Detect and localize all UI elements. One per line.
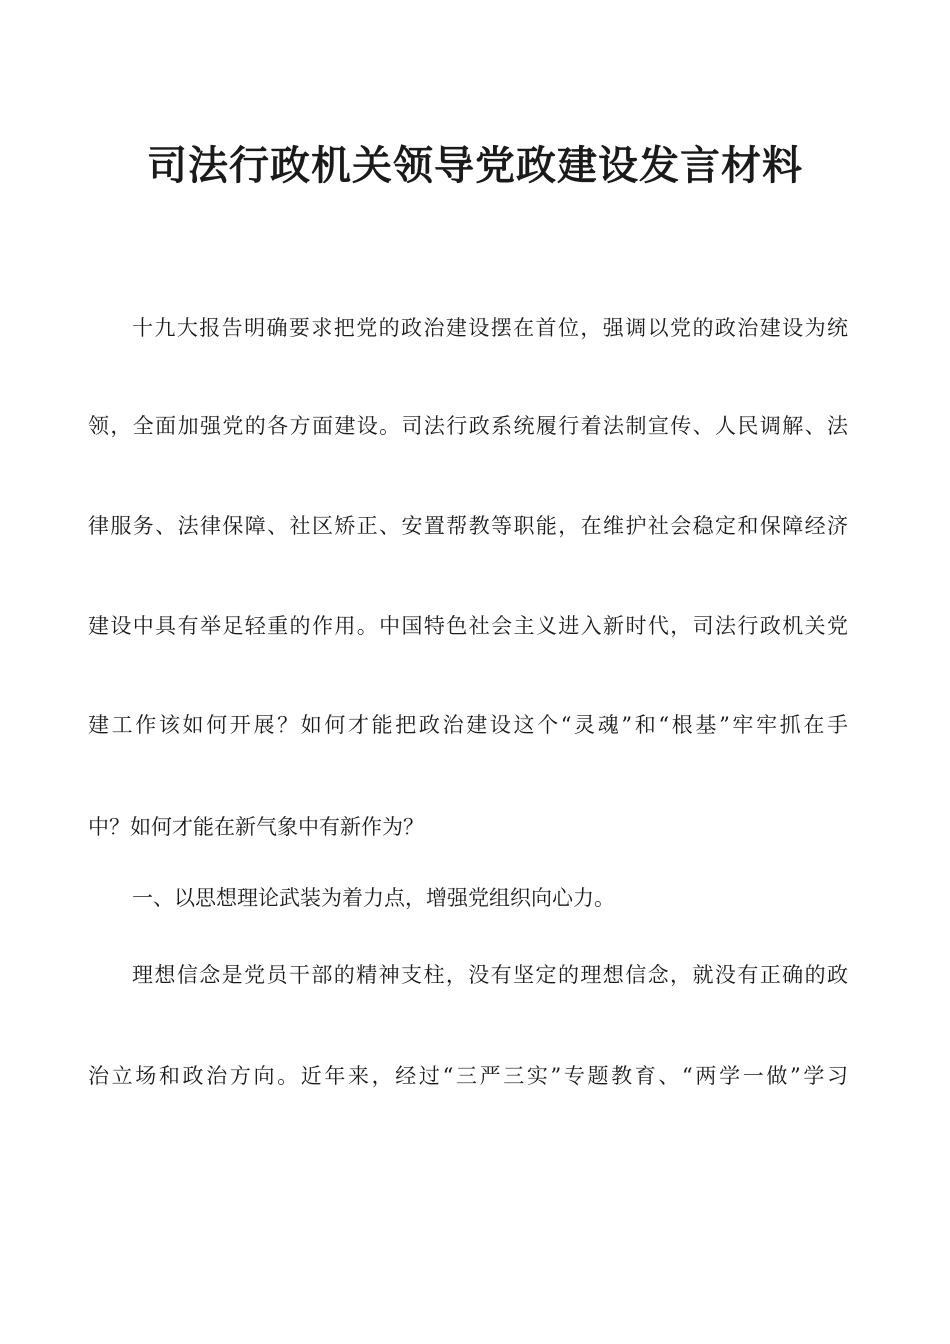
paragraph-line: 律服务、法律保障、社区矫正、安置帮教等职能，在维护社会稳定和保障经济 xyxy=(88,514,848,538)
paragraph-line: 建设中具有举足轻重的作用。中国特色社会主义进入新时代，司法行政机关党 xyxy=(88,614,848,638)
document-title: 司法行政机关领导党政建设发言材料 xyxy=(147,143,803,189)
paragraph-line: 十九大报告明确要求把党的政治建设摆在首位，强调以党的政治建设为统 xyxy=(132,316,848,340)
paragraph-line: 理想信念是党员干部的精神支柱，没有坚定的理想信念，就没有正确的政 xyxy=(132,963,848,987)
section-heading: 一、以思想理论武装为着力点，增强党组织向心力。 xyxy=(132,886,615,910)
paragraph-line: 中？如何才能在新气象中有新作为？ xyxy=(88,815,424,839)
paragraph-line: 治立场和政治方向。近年来，经过“三严三实”专题教育、“两学一做”学习 xyxy=(88,1064,848,1088)
paragraph-line: 领，全面加强党的各方面建设。司法行政系统履行着法制宣传、人民调解、法 xyxy=(88,414,848,438)
paragraph-line: 建工作该如何开展？如何才能把政治建设这个“灵魂”和“根基”牢牢抓在手 xyxy=(88,713,848,737)
